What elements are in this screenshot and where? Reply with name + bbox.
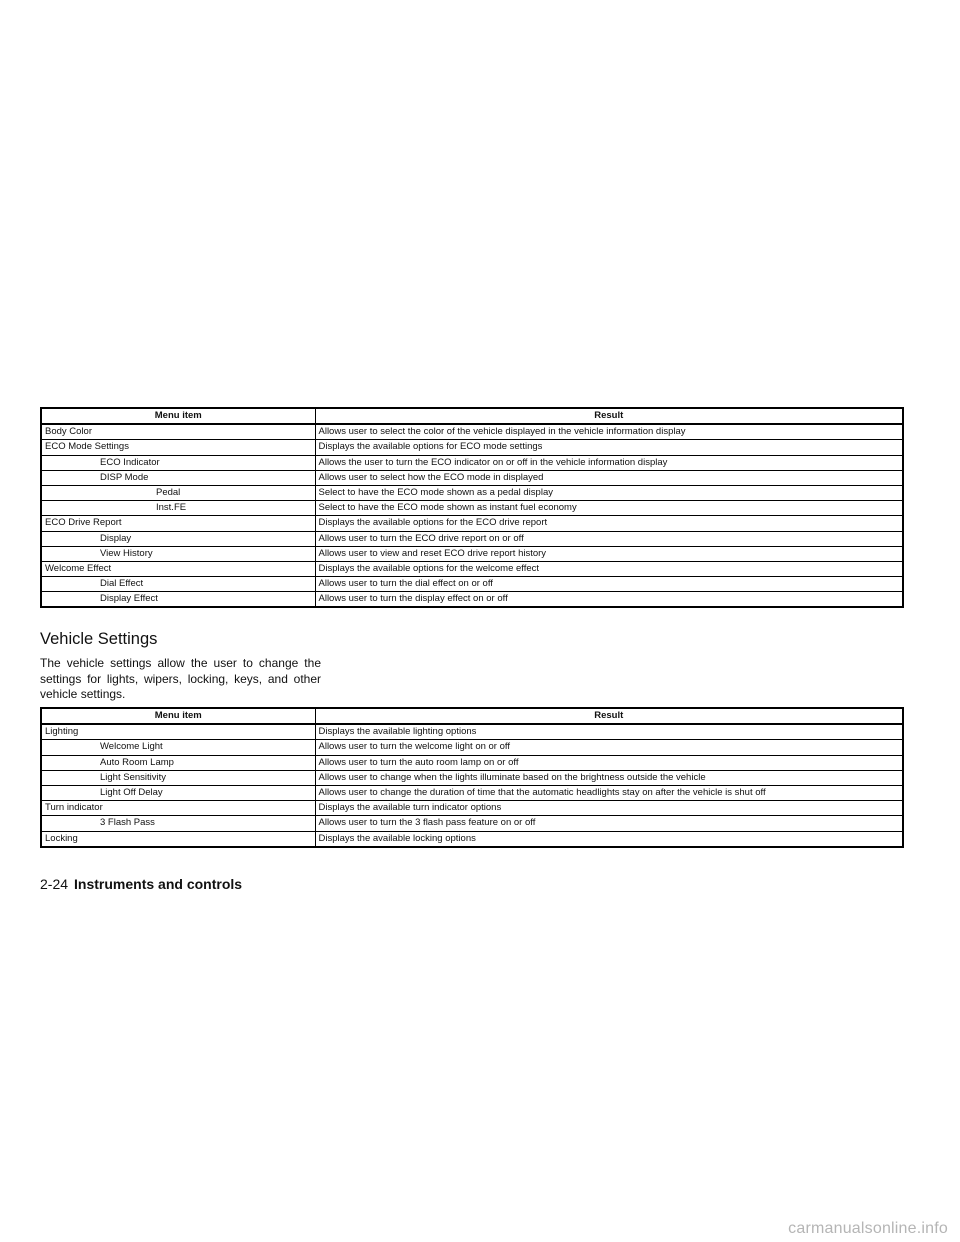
result-cell: Displays the available options for the ECO drive report [315, 516, 903, 531]
result-cell: Allows user to turn the dial effect on or off [315, 577, 903, 592]
table-row [41, 470, 903, 485]
header-menu-item: Menu item [41, 708, 315, 724]
settings-table-1 [40, 407, 904, 608]
result-cell: Displays the available turn indicator options [315, 801, 903, 816]
menu-item-cell: Locking [41, 831, 315, 847]
table-row [41, 724, 903, 740]
result-cell: Displays the available lighting options [315, 724, 903, 740]
table-row [41, 561, 903, 576]
menu-item-cell: Display [41, 531, 315, 546]
table-row [41, 546, 903, 561]
result-cell: Allows user to select the color of the vehicle displayed in the vehicle information display [315, 424, 903, 440]
result-cell: Displays the available options for ECO mode settings [315, 440, 903, 455]
table-row [41, 740, 903, 755]
header-menu-item: Menu item [41, 408, 315, 424]
menu-item-cell: Display Effect [41, 592, 315, 608]
menu-item-cell: ECO Drive Report [41, 516, 315, 531]
header-result: Result [315, 708, 903, 724]
result-cell: Allows user to change the duration of time that the automatic headlights stay on after the vehicle is shut off [315, 785, 903, 800]
result-cell: Select to have the ECO mode shown as a pedal display [315, 485, 903, 500]
page-number: 2-24 [40, 876, 69, 892]
result-cell: Allows user to view and reset ECO drive report history [315, 546, 903, 561]
menu-item-cell: 3 Flash Pass [41, 816, 315, 831]
result-cell: Allows user to turn the 3 flash pass feature on or off [315, 816, 903, 831]
result-cell: Allows user to turn the auto room lamp on or off [315, 755, 903, 770]
table-row [41, 785, 903, 800]
result-cell: Select to have the ECO mode shown as instant fuel economy [315, 501, 903, 516]
menu-item-cell: View History [41, 546, 315, 561]
table-row [41, 501, 903, 516]
menu-item-cell: Welcome Light [41, 740, 315, 755]
table-row [41, 770, 903, 785]
menu-item-cell: Turn indicator [41, 801, 315, 816]
menu-item-cell: ECO Mode Settings [41, 440, 315, 455]
menu-item-cell: Pedal [41, 485, 315, 500]
menu-item-cell: Dial Effect [41, 577, 315, 592]
menu-item-cell: Body Color [41, 424, 315, 440]
result-cell: Displays the available locking options [315, 831, 903, 847]
table-row [41, 577, 903, 592]
result-cell: Allows user to turn the ECO drive report on or off [315, 531, 903, 546]
result-cell: Allows the user to turn the ECO indicator on or off in the vehicle information display [315, 455, 903, 470]
page-footer [40, 876, 242, 892]
table-header-row [41, 408, 903, 424]
result-cell: Allows user to change when the lights illuminate based on the brightness outside the vehicle [315, 770, 903, 785]
menu-item-cell: Inst.FE [41, 501, 315, 516]
table-row [41, 755, 903, 770]
table-row [41, 485, 903, 500]
menu-item-cell: ECO Indicator [41, 455, 315, 470]
watermark: carmanualsonline.info [788, 1220, 948, 1237]
menu-item-cell: Light Off Delay [41, 785, 315, 800]
menu-item-cell: Welcome Effect [41, 561, 315, 576]
table-row [41, 531, 903, 546]
result-cell: Allows user to turn the welcome light on or off [315, 740, 903, 755]
result-cell: Displays the available options for the welcome effect [315, 561, 903, 576]
table-row [41, 801, 903, 816]
result-cell: Allows user to select how the ECO mode in displayed [315, 470, 903, 485]
table-row [41, 592, 903, 608]
table-row [41, 816, 903, 831]
table-row [41, 516, 903, 531]
table-row [41, 424, 903, 440]
menu-item-cell: DISP Mode [41, 470, 315, 485]
section-title: Vehicle Settings [40, 630, 158, 648]
menu-item-cell: Auto Room Lamp [41, 755, 315, 770]
table-row [41, 440, 903, 455]
menu-item-cell: Light Sensitivity [41, 770, 315, 785]
header-result: Result [315, 408, 903, 424]
table-header-row [41, 708, 903, 724]
section-intro: The vehicle settings allow the user to change the settings for lights, wipers, locking, keys, and other vehicle settings. [40, 656, 321, 701]
footer-section-title: Instruments and controls [74, 876, 243, 892]
menu-item-cell: Lighting [41, 724, 315, 740]
table-row [41, 831, 903, 847]
table-row [41, 455, 903, 470]
settings-table-2 [40, 707, 904, 848]
result-cell: Allows user to turn the display effect on or off [315, 592, 903, 608]
